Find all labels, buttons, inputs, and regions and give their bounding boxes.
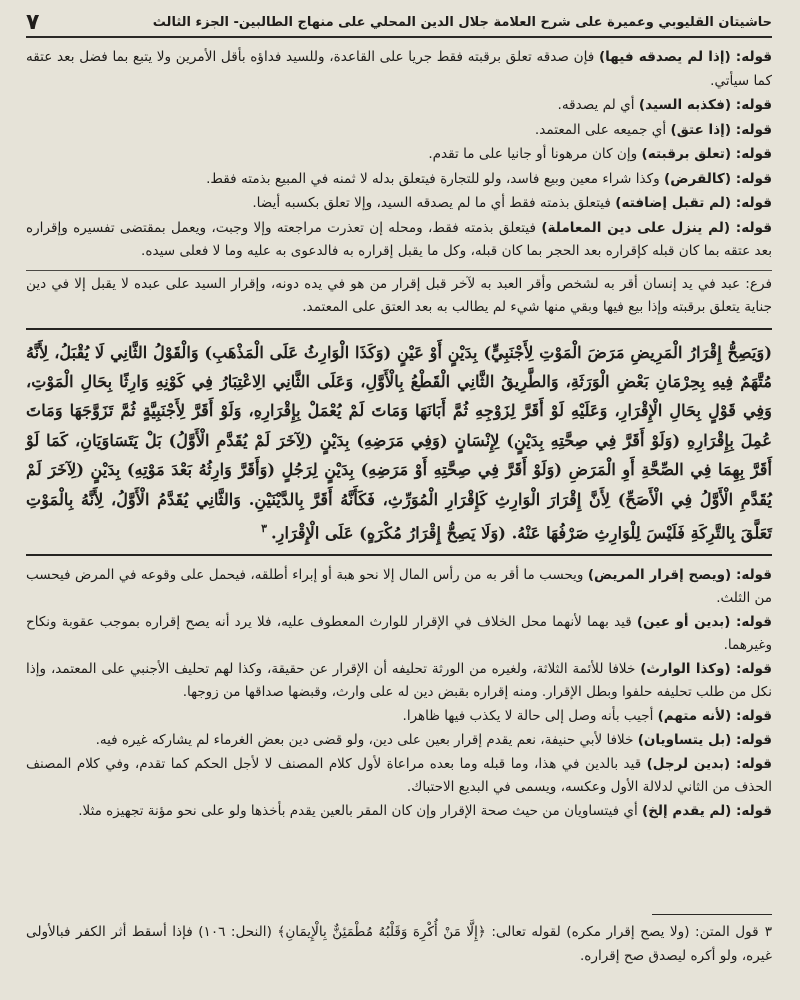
- commentary-paragraph: [26, 753, 772, 799]
- commentary-paragraph: [26, 217, 772, 264]
- commentary-paragraph: [26, 46, 772, 93]
- commentary-paragraph: [26, 564, 772, 610]
- lemma: قوله: (لم يقدم إلخ): [642, 802, 772, 819]
- commentary-paragraph: [26, 729, 772, 752]
- footnote-marker: ٣: [261, 521, 268, 535]
- lemma: قوله: (لم تقبل إضافته): [615, 195, 772, 211]
- paragraph-text: وكذا شراء معين وبيع فاسد، ولو للتجارة فيتعلق بدله لا ثمنه في المبيع بذمته فقط.: [206, 170, 664, 187]
- paragraph-text: خلافا لأبي حنيفة، نعم يقدم إقرار بعين على دين، ولو قضى دين بعض الغرماء لم يشاركه غيره فيه.: [95, 731, 638, 748]
- lemma: قوله: (وكذا الوارث): [640, 660, 772, 677]
- footnote-number: ٣: [764, 924, 772, 940]
- lemma: قوله: (لأنه متهم): [657, 707, 772, 724]
- main-text-body: (وَيَصِحُّ إِقْرَارُ الْمَرِيضِ مَرَضَ الْمَوْتِ لِأَجْنَبِيٍّ) بِدَيْنٍ أَوْ عَيْنٍ (وَكَذَا الْوَارِثُ عَلَى الْمَذْهَبِ) وَالْقَوْلُ الثَّانِي لَا يُقْبَلُ، لِأَنَّهُ مُتَّهَمٌ فِيهِ بِحِرْمَانِ بَعْضِ الْوَرَثَةِ، وَالطَّرِيقُ الثَّانِي الْقَطْعُ بِالْأَوَّلِ، وَعَلَى الثَّانِي الِاعْتِبَارُ فِي كَوْنِهِ وَارِثًا بِحَالِ الْمَوْتِ، وَفِي قَوْلٍ بِحَالِ الْإِقْرَارِ، وَعَلَيْهِ لَوْ أَقَرَّ لِزَوْجِهِ ثُمَّ أَبَانَهَا وَمَاتَ لَمْ يُعْمَلْ بِإِقْرَارِهِ، وَلَوْ أَقَرَّ لِأَجْنَبِيَّةٍ ثُمَّ تَزَوَّجَهَا وَمَاتَ عُمِلَ بِإِقْرَارِهِ (وَلَوْ أَقَرَّ فِي صِحَّتِهِ بِدَيْنٍ) لِإِنْسَانٍ (وَفِي مَرَضِهِ) بِدَيْنٍ (لِآخَرَ لَمْ يُقَدَّمِ الْأَوَّلُ) بَلْ يَتَسَاوَيَانِ، كَمَا لَوْ أَقَرَّ بِهِمَا فِي الصِّحَّةِ أَوِ الْمَرَضِ (وَلَوْ أَقَرَّ فِي صِحَّتِهِ أَوْ مَرَضِهِ) بِدَيْنٍ لِرَجُلٍ (وَأَقَرَّ وَارِثُهُ بَعْدَ مَوْتِهِ) بِدَيْنٍ (لِآخَرَ لَمْ يُقَدَّمِ الْأَوَّلُ فِي الْأَصَحِّ) لِأَنَّ إِقْرَارَ الْوَارِثِ كَإِقْرَارِ الْمُوَرِّثِ، فَكَأَنَّهُ أَقَرَّ بِالدَّيْنَيْنِ. وَالثَّانِي يُقَدَّمُ الْأَوَّلُ، لِأَنَّهُ بِالْمَوْتِ تَعَلَّقَ بِالتَّرِكَةِ فَلَيْسَ لِلْوَارِثِ صَرْفُهَا عَنْهُ. (وَلَا يَصِحُّ إِقْرَارُ مُكْرَهٍ) عَلَى الْإِقْرَارِ.: [26, 342, 772, 543]
- commentary-paragraph: [26, 800, 772, 823]
- commentary-paragraph: [26, 192, 772, 216]
- paragraph-text: خلافا للأئمة الثلاثة، ولغيره من الورثة تحليفه أن الإقرار عن حقيقة، وكذا لهم تحليف الأجنبي على المعتمد، وإذا نكل من طلب تحليفه حلفوا وبطل الإقرار. ومنه إقراره بقبض دين له على وارث، وقبضها صداقها من زوجها.: [26, 660, 772, 700]
- lemma: قوله: (ويصح إقرار المريض): [587, 566, 772, 583]
- paragraph-text: قيد بهما لأنهما محل الخلاف في الإقرار للوارث المعطوف عليه، فلا يرد أنه يصح إقراره بموجب عقوبة ونكاح وغيرهما.: [26, 613, 772, 653]
- fara-paragraph: فرع: عبد في يد إنسان أقر به لشخص وأقر العبد به لآخر قبل إقرار من هو في يده دونه، وإقرار السيد على عبده لا يقبل إلا في دين جناية يتعلق برقبته وإذا بيع فيها وبقي منها شيء لم يطالب به بعد العتق على المعتمد.: [26, 270, 772, 320]
- commentary-paragraph: [26, 611, 772, 657]
- commentary-paragraph: [26, 143, 772, 167]
- footnote-area: [26, 914, 772, 969]
- paragraph-text: فإن صدقه تعلق برقبته فقط جريا على القاعدة، وللسيد فداؤه بأقل الأمرين ولا يتبع بما فضل بعد عتقه كما سيأتي.: [26, 49, 772, 89]
- main-text: [26, 338, 772, 548]
- paragraph-text: ويحسب ما أقر به من رأس المال إلا نحو هبة أو إبراء أطلقه، فيحمل على وقوعه في المرض فيحسب من الثلث.: [26, 566, 772, 606]
- bottom-commentary: [26, 564, 772, 823]
- paragraph-text: أي جميعه على المعتمد.: [534, 121, 671, 138]
- lemma: قوله: (كالقرض): [663, 170, 772, 187]
- commentary-paragraph: [26, 168, 772, 192]
- lemma: قوله: (تعلق برقبته): [641, 146, 772, 162]
- footnote-rule: [652, 914, 772, 915]
- lemma: قوله: (فكذبه السيد): [638, 97, 772, 113]
- paragraph-text: فيتعلق بذمته فقط أي ما لم يصدقه السيد، وإلا تعلق بكسبه أيضا.: [252, 195, 616, 211]
- top-commentary: [26, 46, 772, 320]
- lemma: قوله: (بل يتساويان): [637, 731, 772, 748]
- lemma: قوله: (بدين أو عين): [636, 613, 772, 630]
- lemma: قوله: (إذا عتق): [670, 121, 772, 138]
- main-text-box: [26, 328, 772, 556]
- lemma: قوله: (بدين لرجل): [646, 755, 773, 772]
- commentary-paragraph: [26, 705, 772, 728]
- commentary-paragraph: [26, 119, 772, 143]
- lemma: قوله: (إذا لم يصدقه فيها): [598, 49, 772, 65]
- paragraph-text: قيد بالدين في هذا، وما قبله وما بعده مراعاة لأول كلام المصنف لا لأجل الحكم كما تقدم، وفي كلام المصنف الحذف من الثاني لدلالة الأول وعكسه، ويسمى في البديع الاحتباك.: [26, 755, 772, 795]
- paragraph-text: أجيب بأنه وصل إلى حالة لا يكذب فيها ظاهرا.: [402, 707, 658, 724]
- header-title: حاشيتان القليوبي وعميرة على شرح العلامة جلال الدين المحلي على منهاج الطالبين- الجزء الثالث: [152, 14, 772, 30]
- paragraph-text: وإن كان مرهونا أو جانيا على ما تقدم.: [428, 146, 642, 162]
- page-number: ٧: [26, 9, 40, 35]
- lemma: قوله: (لم ينزل على دين المعاملة): [541, 219, 772, 236]
- commentary-paragraph: [26, 94, 772, 118]
- footnote-text: قول المتن: (ولا يصح إقرار مكره) لقوله تعالى: ﴿إِلَّا مَنْ أُكْرِهَ وَقَلْبُهُ مُطْمَئِنٌّ بِالْإِيمَانِ﴾ (النحل: ١٠٦) فإذا أسقط أثر الكفر فبالأولى غيره، ولو أكره ليصدق صح إقراره.: [26, 924, 772, 964]
- paragraph-text: أي لم يصدقه.: [557, 97, 639, 113]
- paragraph-text: فيتعلق بذمته فقط، ومحله إن تعذرت مراجعته وإلا وجبت، ويعمل بمقتضى تفسيره وإقراره بعد عتقه بما كان قبله كإقراره بعد الحجر بما كان قبله، وكل ما يقبل إقراره به فالدعوى به عليه وما لا فعلى سيده.: [26, 219, 772, 259]
- footnote: [26, 921, 772, 968]
- paragraph-text: أي فيتساويان من حيث صحة الإقرار وإن كان المقر بالعين يقدم بأخذها ولو على نحو مؤنة تجهيزه مثلا.: [78, 802, 643, 819]
- commentary-paragraph: [26, 658, 772, 704]
- running-header: [26, 8, 772, 38]
